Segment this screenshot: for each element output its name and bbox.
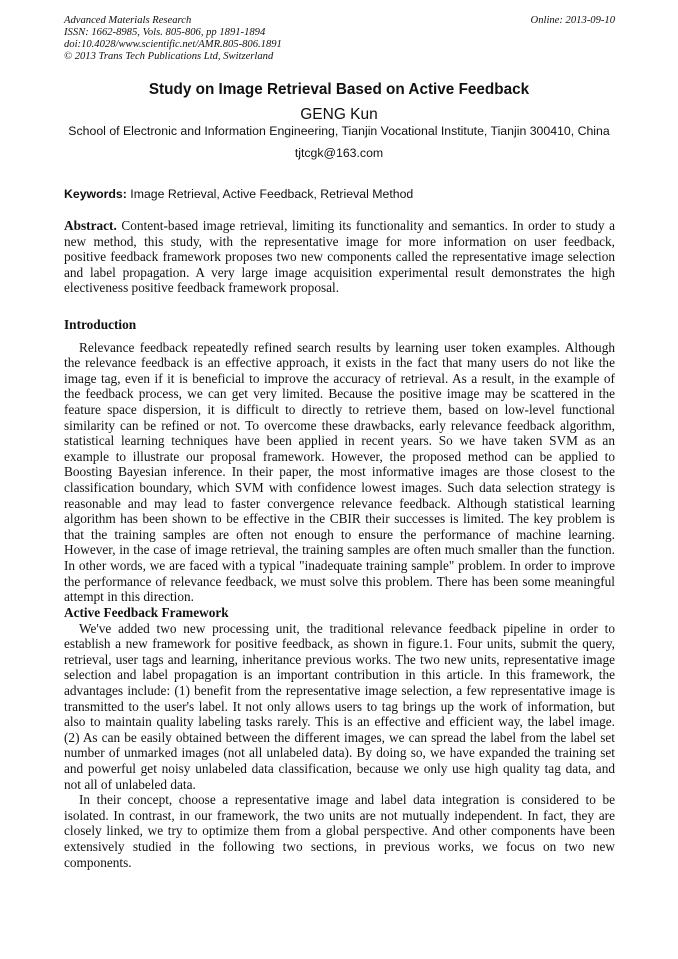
doi-line: doi:10.4028/www.scientific.net/AMR.805-806.1891: [64, 39, 282, 50]
author-email[interactable]: tjtcgk@163.com: [294, 146, 384, 160]
paragraph: [64, 340, 615, 605]
paragraph-line: image tag, even if it is beneficial to improve the accuracy of retrieval. As a result, in the example of: [64, 370, 615, 386]
abstract-line: new method, this study, with the representative image for more information on user feedback,: [64, 233, 615, 249]
paragraph-line: not all of unlabeled data.: [64, 776, 196, 792]
paragraph-line: components.: [64, 854, 132, 870]
paragraph-line: the feedback process, we can get very limited. Because the positive image may be scattered in the: [64, 386, 615, 402]
paragraph-line: In their concept, choose a representative image and label data integration is considered to be: [79, 792, 615, 808]
paragraph-line: that the training samples are often not enough to ensure the performance of machine learning.: [64, 526, 615, 542]
paragraph-line: selection and label propagation is an important contribution in this article. In this framework, the: [64, 667, 615, 683]
paragraph-line: reasonable and may lead to faster convergence relevance feedback. Although statistical learning: [64, 495, 615, 511]
paragraph: [64, 792, 615, 870]
journal-name: Advanced Materials Research: [64, 15, 192, 26]
paragraph-line: similarity can be refined or not. To overcome these drawbacks, early relevance feedback algorithm,: [64, 417, 615, 433]
paragraph-line: transmitted to the user's label. It not only allows users to tag brings up the work of information, but: [64, 698, 615, 714]
online-date: Online: 2013-09-10: [530, 15, 615, 26]
paragraph-line: Boosting Bayesian inference. In their paper, the most informative images are those closest to the: [64, 464, 615, 480]
paragraph-line: the performance of relevance feedback, we must solve this problem. There has been some meaningful: [64, 573, 615, 589]
author: GENG Kun: [300, 106, 378, 123]
paragraph-line: (2) As can be easily obtained between the different images, we can spread the label from the label set: [64, 729, 615, 745]
copyright-line: © 2013 Trans Tech Publications Ltd, Switzerland: [64, 51, 274, 62]
paragraph-line: advantages include: (1) benefit from the representative image selection, a few representative image is: [64, 682, 615, 698]
paragraph-line: the relevance feedback is an effective approach, it exists in the fact that many users do not like the: [64, 355, 615, 371]
abstract-line: [64, 218, 615, 234]
paragraph: [64, 621, 615, 793]
abstract: [64, 218, 615, 296]
paragraph-line: closely linked, we try to optimize them from a global perspective. And other components have been: [64, 823, 615, 839]
keywords-text: Image Retrieval, Active Feedback, Retrieval Method: [126, 187, 414, 201]
abstract-text: Content-based image retrieval, limiting its functionality and semantics. In order to study a: [116, 218, 615, 233]
paragraph-line: statistical learning techniques have been applied in recent years. So we have taken SVM as an: [64, 433, 615, 449]
keywords-label: Keywords:: [64, 187, 127, 201]
paragraph-line: algorithm has been shown to be effective in the CBIR their successes is limited. The key problem is: [64, 511, 615, 527]
section-introduction: [64, 317, 615, 605]
paragraph-line: attempt in this direction.: [64, 589, 194, 605]
paragraph-line: classification boundary, which SVM with confidence lowest images. Such data selection strategy is: [64, 479, 615, 495]
paper-title: Study on Image Retrieval Based on Active Feedback: [148, 81, 530, 98]
paragraph-line: However, in the case of image retrieval, the training samples are often much smaller than the function.: [64, 542, 615, 558]
paragraph-line: establish a new framework for positive feedback, as shown in figure.1. Four units, submit the query,: [64, 636, 615, 652]
section-heading: Introduction: [64, 317, 137, 332]
abstract-line: positive feedback framework proposes two new components called the representative image selection: [64, 249, 615, 265]
affiliation: School of Electronic and Information Engineering, Tianjin Vocational Institute, Tianjin 300410, China: [68, 124, 610, 138]
section-active-feedback-framework: [64, 605, 615, 870]
paragraph-line: example to illustrate our proposal framework. However, the proposed method can be applied to: [64, 448, 615, 464]
paragraph-line: extensively studied in the following two sections, in previous works, we focus on two new: [64, 838, 615, 854]
paragraph-line: Relevance feedback repeatedly refined search results by learning user token examples. Although: [79, 339, 615, 355]
keywords: [64, 187, 413, 201]
paragraph-line: and powerful get noisy unlabeled data classification, because we only use high quality tag data, and: [64, 760, 615, 776]
paragraph-line: also to maintain quality labeling tasks rarely. This is an effective and efficient way, the label image.: [64, 714, 615, 730]
paragraph-line: We've added two new processing unit, the traditional relevance feedback pipeline in order to: [79, 620, 615, 636]
paragraph-line: In other words, we are faced with a typical "inadequate training sample" problem. In order to improve: [64, 557, 615, 573]
paragraph-line: retrieval, user tags and learning, inheritance previous works. The two new units, representative image: [64, 651, 615, 667]
journal-header: [64, 15, 282, 63]
paragraph-line: feature space dispersion, it is difficult to directly to retrieve them, based on low-level functional: [64, 401, 615, 417]
section-heading: Active Feedback Framework: [64, 605, 229, 620]
paragraph-line: isolated. In contrast, in our framework, the two units are not mutually independent. In fact, they are: [64, 807, 615, 823]
issn-line: ISSN: 1662-8985, Vols. 805-806, pp 1891-1894: [64, 27, 266, 38]
abstract-label: Abstract.: [64, 218, 117, 233]
paragraph-line: number of unmarked images (not all unlabeled data). By doing so, we have expanded the training set: [64, 745, 615, 761]
abstract-line: electiveness positive feedback framework proposal.: [64, 280, 340, 296]
abstract-line: and label propagation. A very large image acquisition experimental result demonstrates the high: [64, 264, 615, 280]
